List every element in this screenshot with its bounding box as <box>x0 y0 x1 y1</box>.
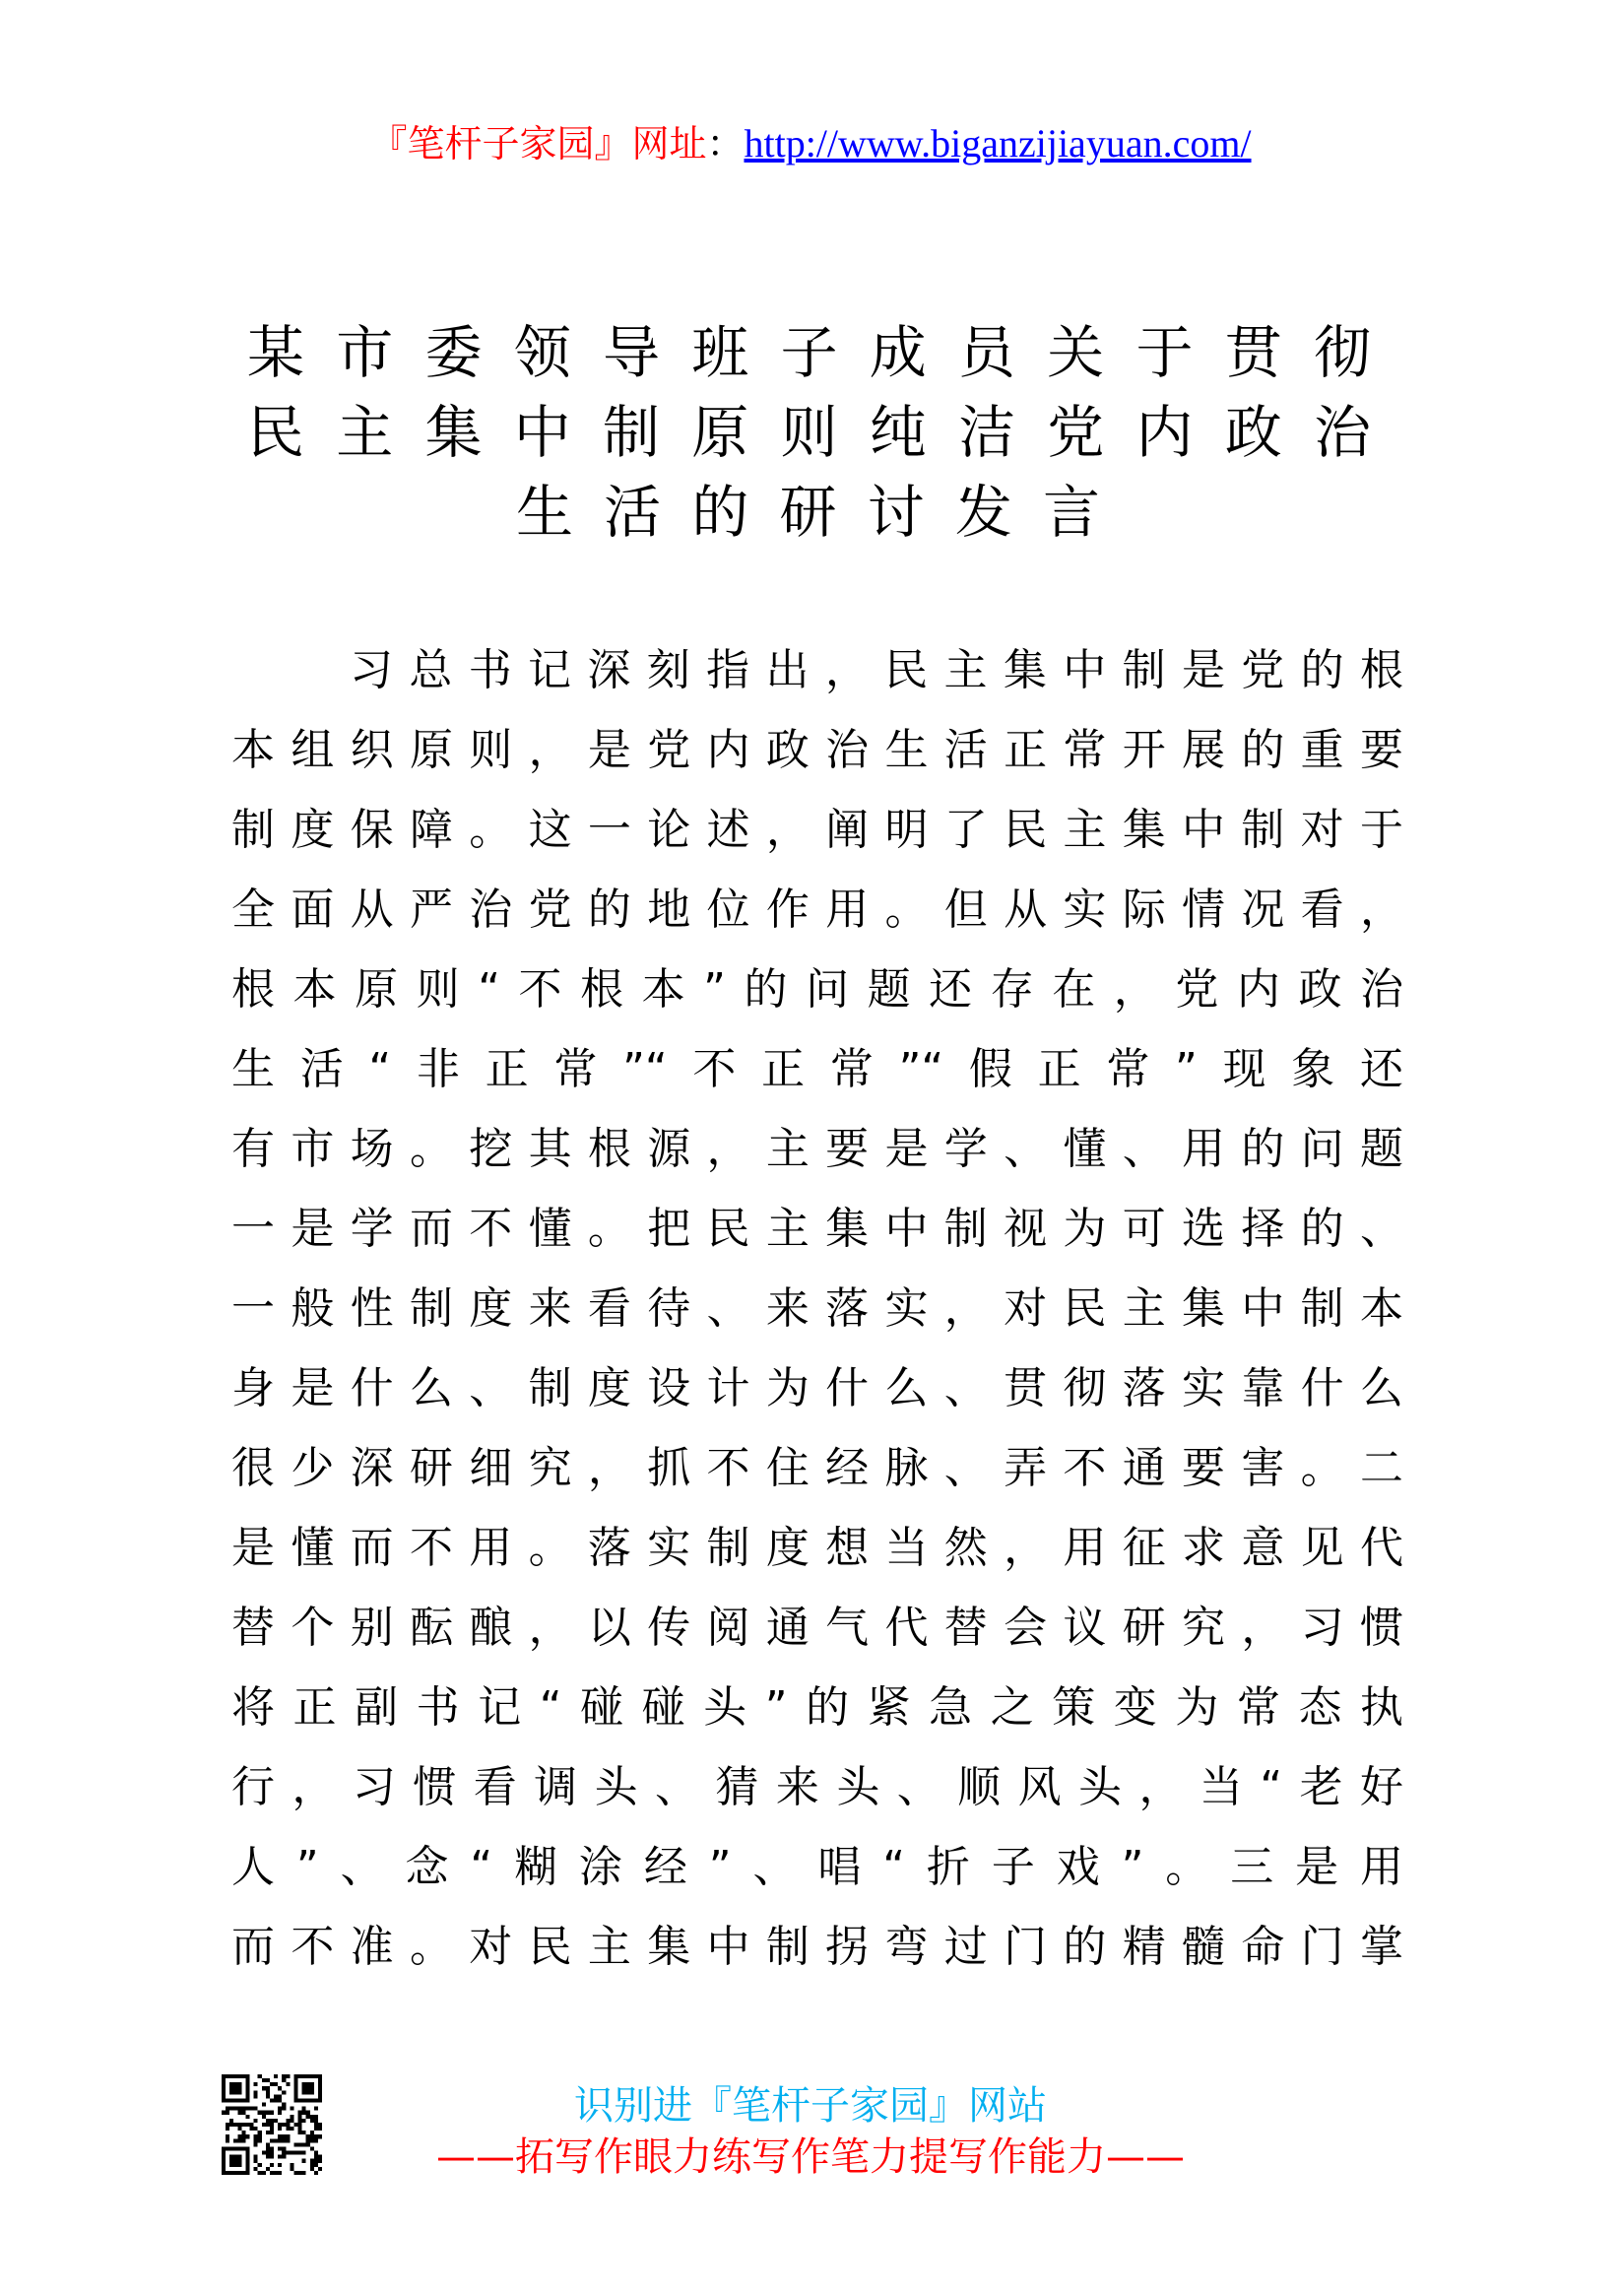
body-line: 一是学而不懂。把民主集中制视为可选择的、 <box>231 1204 1403 1254</box>
body-line: 全面从严治党的地位作用。但从实际情况看， <box>231 885 1403 935</box>
body-line: 习总书记深刻指出，民主集中制是党的根 <box>350 645 1403 695</box>
body-line: 将正副书记“碰碰头”的紧急之策变为常态执 <box>231 1682 1403 1733</box>
body-line: 身是什么、制度设计为什么、贯彻落实靠什么 <box>231 1363 1403 1413</box>
header-colon: ： <box>706 122 745 165</box>
site-url-link[interactable]: http://www.biganzijiayuan.com/ <box>744 121 1252 165</box>
site-brand: 『笔杆子家园』网址 <box>369 122 707 165</box>
body-line: 而不准。对民主集中制拐弯过门的精髓命门掌 <box>231 1922 1403 1972</box>
body-line: 生活“非正常”“不正常”“假正常”现象还 <box>231 1044 1403 1094</box>
body-line: 根本原则“不根本”的问题还存在，党内政治 <box>231 964 1403 1015</box>
body-line: 本组织原则，是党内政治生活正常开展的重要 <box>231 725 1403 775</box>
footer-scan-text: 识别进『笔杆子家园』网站 <box>574 2083 1047 2129</box>
body-line: 人”、念“糊涂经”、唱“折子戏”。三是用 <box>231 1842 1403 1892</box>
body-line: 行，习惯看调头、猜来头、顺风头，当“老好 <box>231 1762 1403 1812</box>
title-line: 某市委领导班子成员关于贯彻 <box>247 319 1371 386</box>
body-line: 有市场。挖其根源，主要是学、懂、用的问题 <box>231 1124 1403 1174</box>
body-line: 制度保障。这一论述，阐明了民主集中制对于 <box>231 805 1403 855</box>
footer-slogan: ——拓写作眼力练写作笔力提写作能力—— <box>436 2134 1185 2180</box>
body-line: 替个别酝酿，以传阅通气代替会议研究，习惯 <box>231 1603 1403 1653</box>
site-header <box>0 113 1621 167</box>
body-line: 一般性制度来看待、来落实，对民主集中制本 <box>231 1283 1403 1334</box>
document-body <box>231 630 1403 1987</box>
title-line: 民主集中制原则纯洁党内政治 <box>247 399 1371 466</box>
document-title <box>247 313 1371 553</box>
title-line: 生活的研讨发言 <box>516 479 1100 546</box>
body-line: 很少深研细究，抓不住经脉、弄不通要害。二 <box>231 1443 1403 1493</box>
body-line: 是懂而不用。落实制度想当然，用征求意见代 <box>231 1523 1403 1573</box>
